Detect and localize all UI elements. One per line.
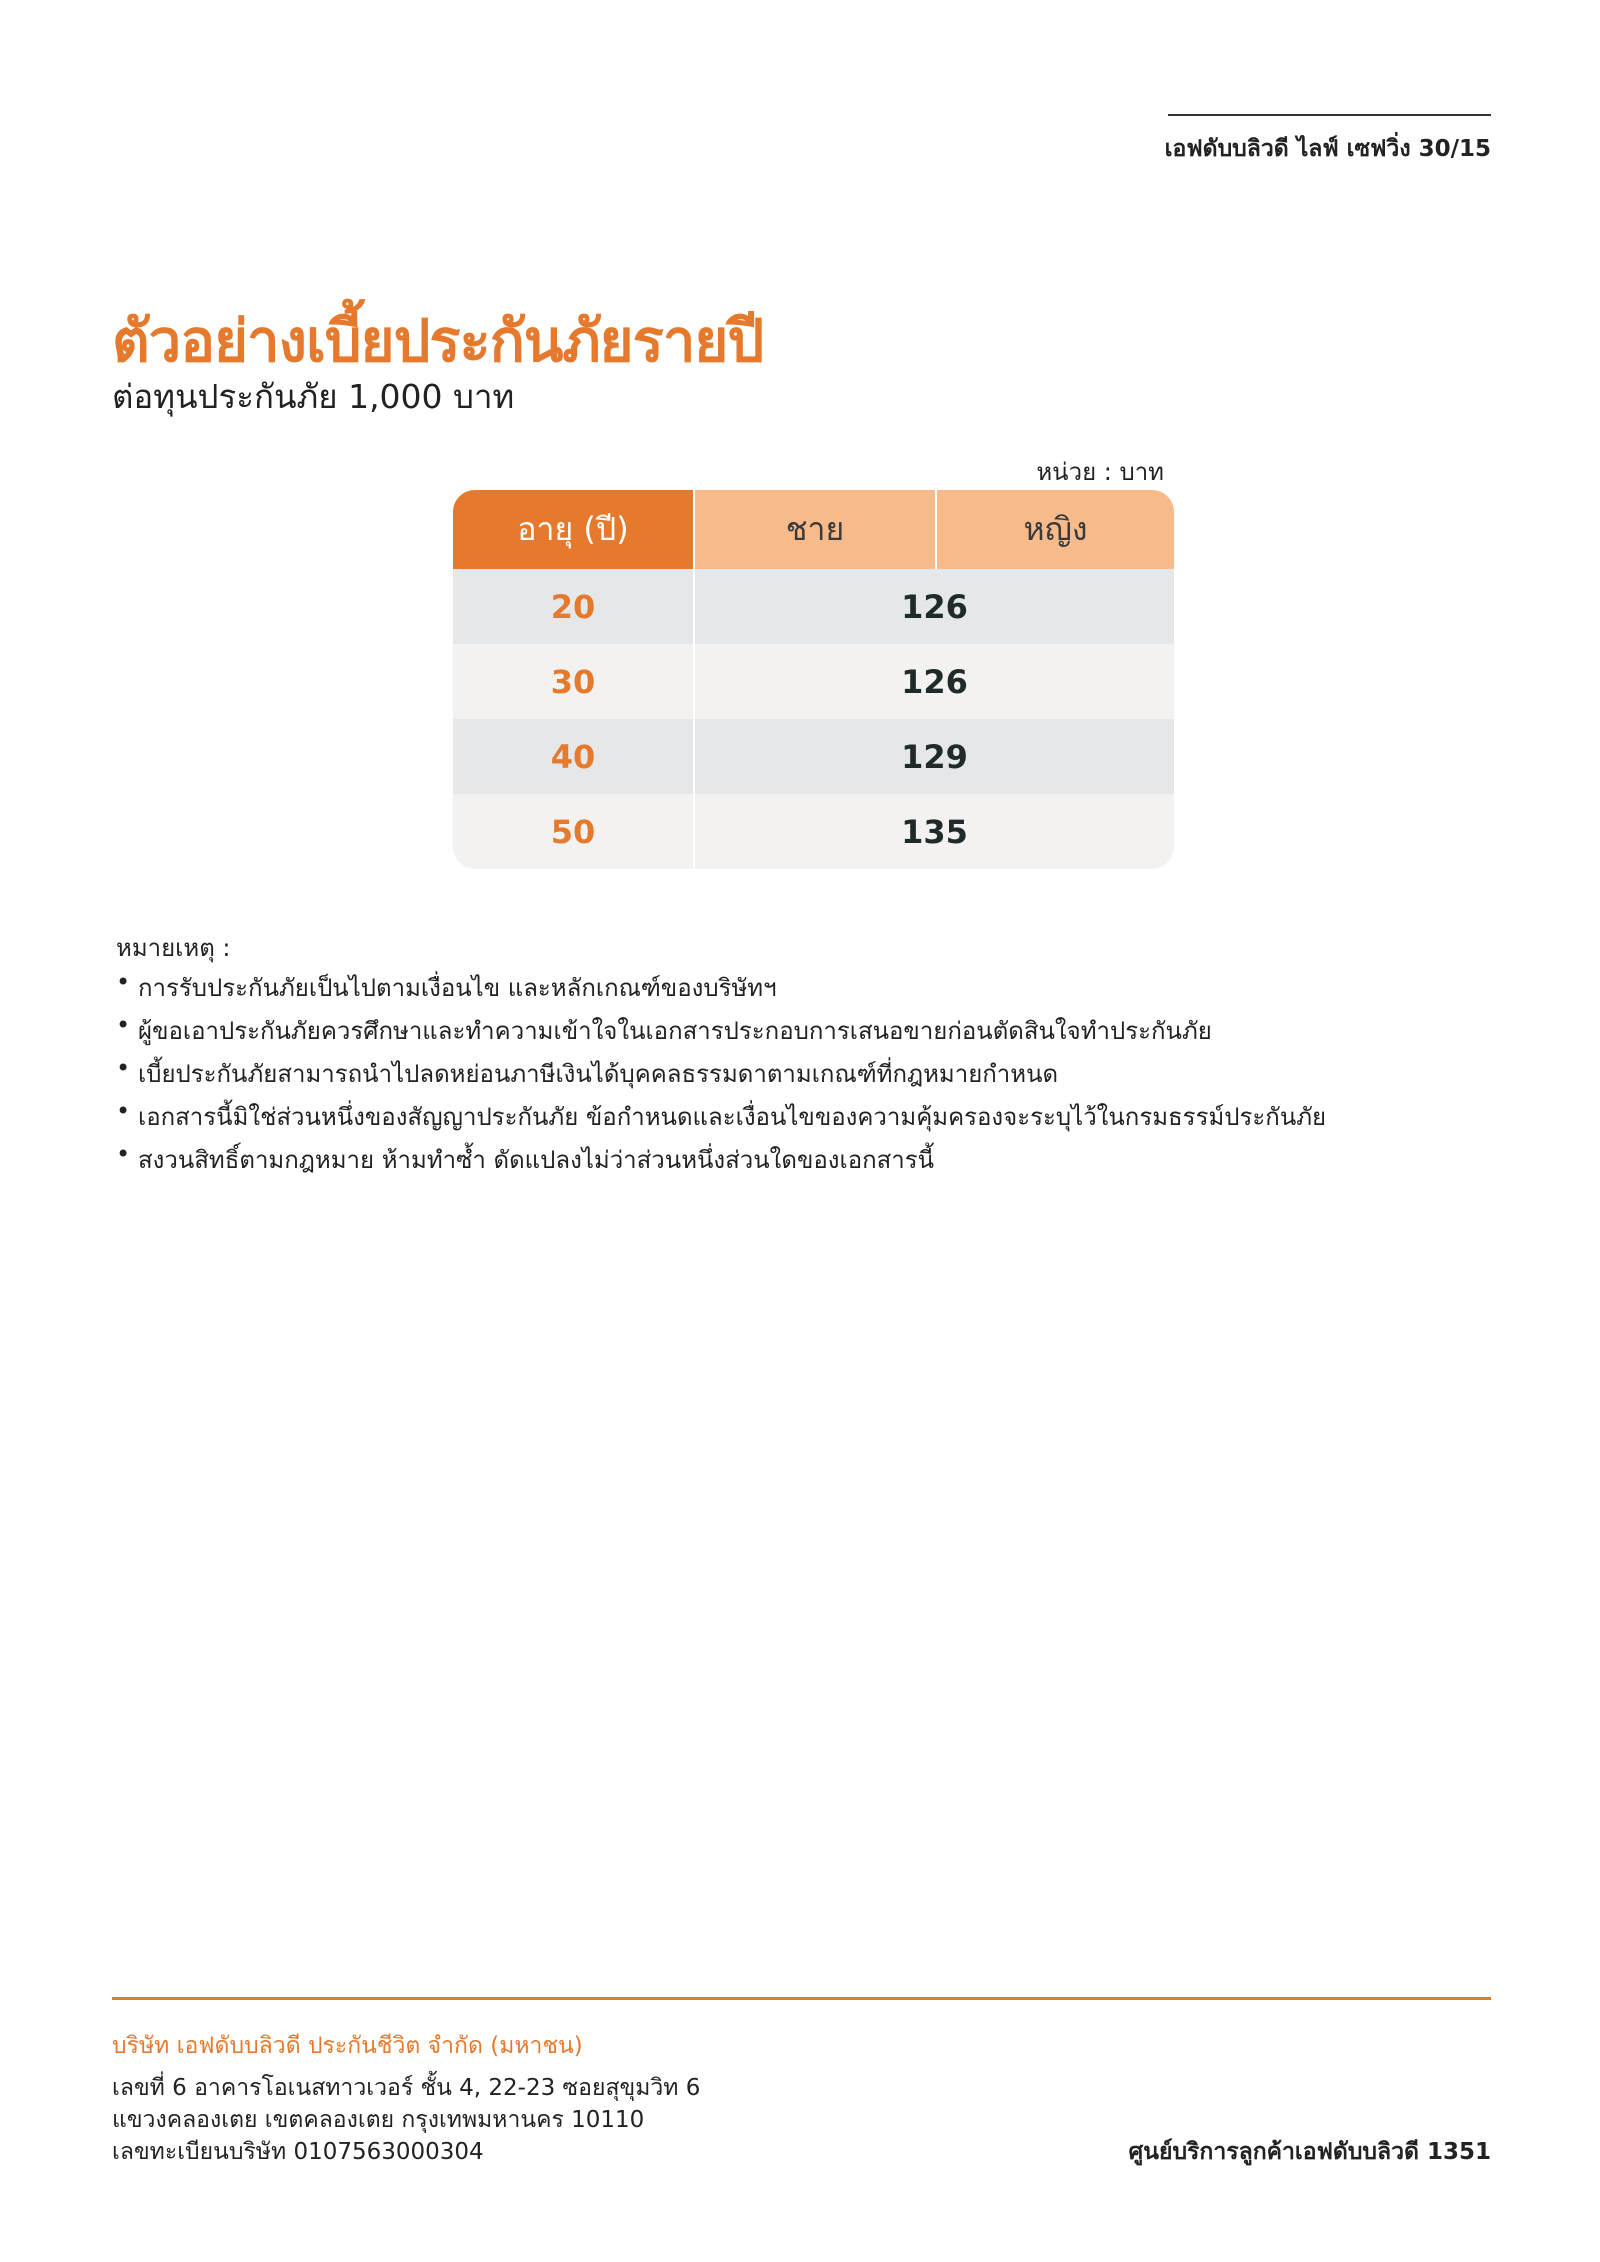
table-body xyxy=(453,569,1174,869)
bullet-icon: • xyxy=(116,1097,131,1125)
header-female: หญิง xyxy=(937,490,1174,569)
bullet-icon: • xyxy=(116,968,131,996)
bullet-icon: • xyxy=(116,1054,131,1082)
note-text: สงวนสิทธิ์ตามกฎหมาย ห้ามทำซ้ำ ดัดแปลงไม่ว่าส่วนหนึ่งส่วนใดของเอกสารนี้ xyxy=(138,1146,935,1174)
note-item xyxy=(116,1140,1416,1183)
note-text: ผู้ขอเอาประกันภัยควรศึกษาและทำความเข้าใจในเอกสารประกอบการเสนอขายก่อนตัดสินใจทำประกันภัย xyxy=(138,1017,1212,1045)
note-text: การรับประกันภัยเป็นไปตามเงื่อนไข และหลักเกณฑ์ของบริษัทฯ xyxy=(138,974,777,1002)
bullet-icon: • xyxy=(116,1140,131,1168)
table-header-row xyxy=(453,490,1174,569)
footer-company-name: บริษัท เอฟดับบลิวดี ประกันชีวิต จำกัด (มหาชน) xyxy=(112,2033,583,2059)
footer-address-line2: แขวงคลองเตย เขตคลองเตย กรุงเทพมหานคร 10110 xyxy=(112,2107,645,2133)
notes-list xyxy=(116,968,1416,1183)
footer-hotline: ศูนย์บริการลูกค้าเอฟดับบลิวดี 1351 xyxy=(1128,2139,1491,2165)
header-male: ชาย xyxy=(695,490,937,569)
page-subtitle: ต่อทุนประกันภัย 1,000 บาท xyxy=(112,377,515,416)
table-row xyxy=(453,794,1174,869)
footer-divider xyxy=(112,1997,1491,2000)
note-item xyxy=(116,1054,1416,1097)
footer-address-line1: เลขที่ 6 อาคารโอเนสทาวเวอร์ ชั้น 4, 22-23 ซอยสุขุมวิท 6 xyxy=(112,2075,701,2101)
note-item xyxy=(116,1097,1416,1140)
premium-cell: 126 xyxy=(901,662,968,701)
page-title: ตัวอย่างเบี้ยประกันภัยรายปี xyxy=(112,307,764,375)
age-cell: 20 xyxy=(453,569,695,644)
product-name: เอฟดับบลิวดี ไลฟ์ เซฟวิ่ง 30/15 xyxy=(1164,136,1491,162)
notes-heading: หมายเหตุ : xyxy=(116,934,231,962)
table-row xyxy=(453,569,1174,644)
footer-registration: เลขทะเบียนบริษัท 0107563000304 xyxy=(112,2139,484,2165)
header-age: อายุ (ปี) xyxy=(453,490,695,569)
age-cell: 30 xyxy=(453,644,695,719)
age-cell: 50 xyxy=(453,794,695,869)
premium-table xyxy=(453,490,1174,869)
note-text: เอกสารนี้มิใช่ส่วนหนึ่งของสัญญาประกันภัย ข้อกำหนดและเงื่อนไขของความคุ้มครองจะระบุไว้ในกรมธรรม์ประกันภัย xyxy=(138,1103,1327,1131)
note-item xyxy=(116,1011,1416,1054)
table-row xyxy=(453,719,1174,794)
bullet-icon: • xyxy=(116,1011,131,1039)
note-text: เบี้ยประกันภัยสามารถนำไปลดหย่อนภาษีเงินได้บุคคลธรรมดาตามเกณฑ์ที่กฎหมายกำหนด xyxy=(138,1060,1059,1088)
premium-cell: 126 xyxy=(901,587,968,626)
age-cell: 40 xyxy=(453,719,695,794)
premium-cell: 135 xyxy=(901,812,968,851)
unit-label: หน่วย : บาท xyxy=(1036,458,1164,486)
header-divider xyxy=(1168,114,1491,116)
premium-cell: 129 xyxy=(901,737,968,776)
note-item xyxy=(116,968,1416,1011)
table-row xyxy=(453,644,1174,719)
